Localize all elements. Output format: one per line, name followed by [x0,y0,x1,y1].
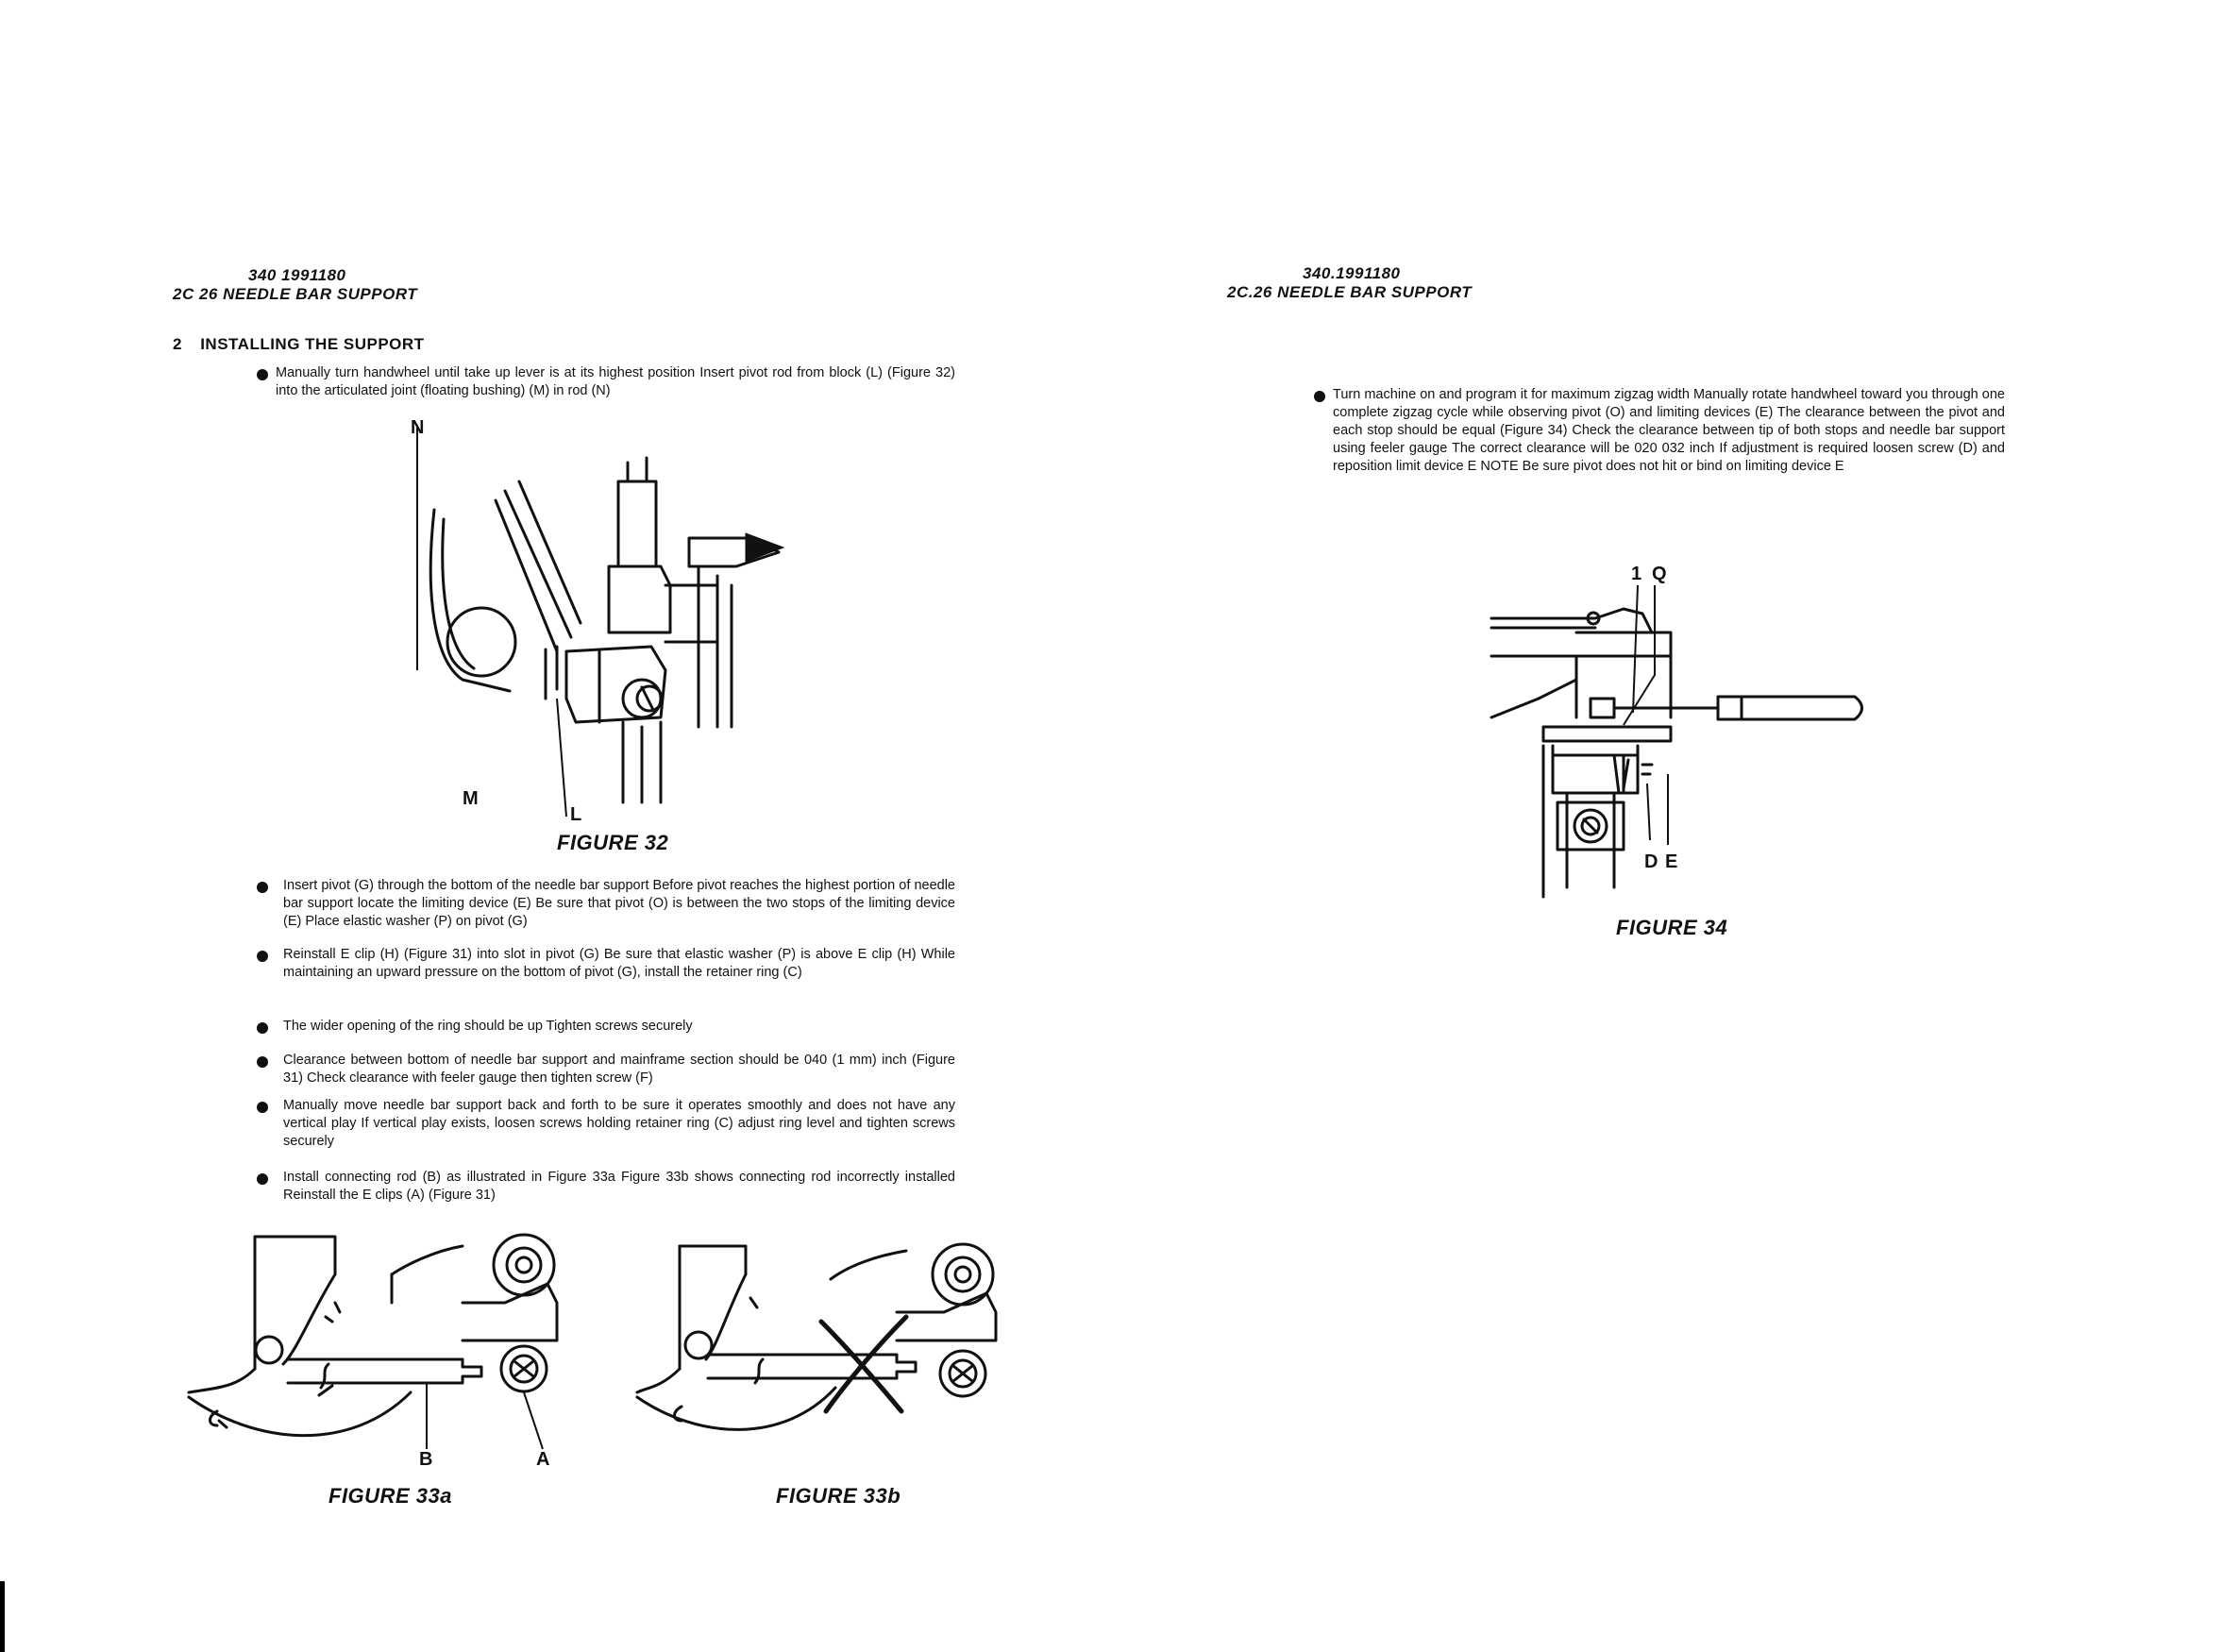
figure-32-drawing [406,444,821,821]
figure-32-label-n: N [411,417,425,438]
figure-34-label-q: Q [1652,564,1667,584]
figure-32-label-m: M [463,788,479,809]
bullet-icon [257,1056,268,1068]
paragraph-3: Reinstall E clip (H) (Figure 31) into slot in pivot (G) Be sure that elastic washer (P) is above E clip (H) While maintaining an upward pressure on the bottom of pivot (G), install the retainer ring (C) [283,947,955,980]
figure-33a-label-a: A [536,1449,550,1470]
scan-edge-mark [0,1581,5,1652]
paragraph-4: The wider opening of the ring should be up Tighten screws securely [283,1019,693,1034]
figure-34-label-e: E [1665,851,1678,872]
figure-32-caption: FIGURE 32 [557,831,669,854]
right-paragraph: Turn machine on and program it for maximum zigzag width Manually rotate handwheel toward you through one complete zigzag cycle while observing pivot (O) and limiting devices (E) The clearance between the pivot and each stop should be equal (Figure 34) Check the clearance between tip of both stops and needle bar support using feeler gauge The correct clearance will be 020 032 inch If adjustment is required loosen screw (D) and reposition limit device E NOTE Be sure pivot does not hit or bind on limiting device E [1333,387,2005,474]
right-doc-title: 2C.26 NEEDLE BAR SUPPORT [1227,283,1473,301]
section-heading [173,335,425,354]
left-doc-code: 340 1991180 [248,266,346,284]
bullet-icon [257,369,268,380]
bullet-icon [257,951,268,962]
bullet-icon [257,1022,268,1034]
figure-33a-drawing [179,1227,595,1473]
bullet-icon [257,882,268,893]
figure-34-label-d: D [1644,851,1658,872]
figure-34-caption: FIGURE 34 [1616,916,1728,939]
paragraph-1: Manually turn handwheel until take up lever is at its highest position Insert pivot rod from block (L) (Figure 32) into the articulated joint (floating bushing) (M) in rod (N) [276,365,955,398]
paragraph-5: Clearance between bottom of needle bar support and mainframe section should be 040 (1 mm) inch (Figure 31) Check clearance with feeler gauge then tighten screw (F) [283,1053,955,1086]
left-page-header [173,266,417,304]
figure-33b-drawing [632,1237,1029,1454]
section-title: INSTALLING THE SUPPORT [200,335,425,353]
figure-33a-caption: FIGURE 33a [328,1484,452,1508]
figure-32-label-l: L [570,804,582,825]
figure-33a-label-b: B [419,1449,433,1470]
right-page-header [1227,264,1472,302]
figure-33b-caption: FIGURE 33b [776,1484,901,1508]
section-number: 2 [173,335,182,353]
bullet-icon [257,1102,268,1113]
left-doc-title: 2C 26 NEEDLE BAR SUPPORT [173,285,418,303]
bullet-icon [257,1173,268,1185]
bullet-icon [1314,391,1325,402]
paragraph-6: Manually move needle bar support back and forth to be sure it operates smoothly and does not have any vertical play If vertical play exists, loosen screws holding retainer ring (C) adjust ring level and tighten screws securely [283,1098,955,1149]
figure-34-drawing [1482,585,1878,897]
paragraph-2: Insert pivot (G) through the bottom of the needle bar support Before pivot reaches the highest portion of needle bar support locate the limiting device (E) Be sure that pivot (O) is between the two stops of the limiting device (E) Place elastic washer (P) on pivot (G) [283,878,955,929]
paragraph-7: Install connecting rod (B) as illustrated in Figure 33a Figure 33b shows connecting rod incorrectly installed Reinstall the E clips (A) (Figure 31) [283,1170,955,1203]
right-doc-code: 340.1991180 [1303,264,1401,282]
figure-34-label-1: 1 [1631,564,1642,584]
